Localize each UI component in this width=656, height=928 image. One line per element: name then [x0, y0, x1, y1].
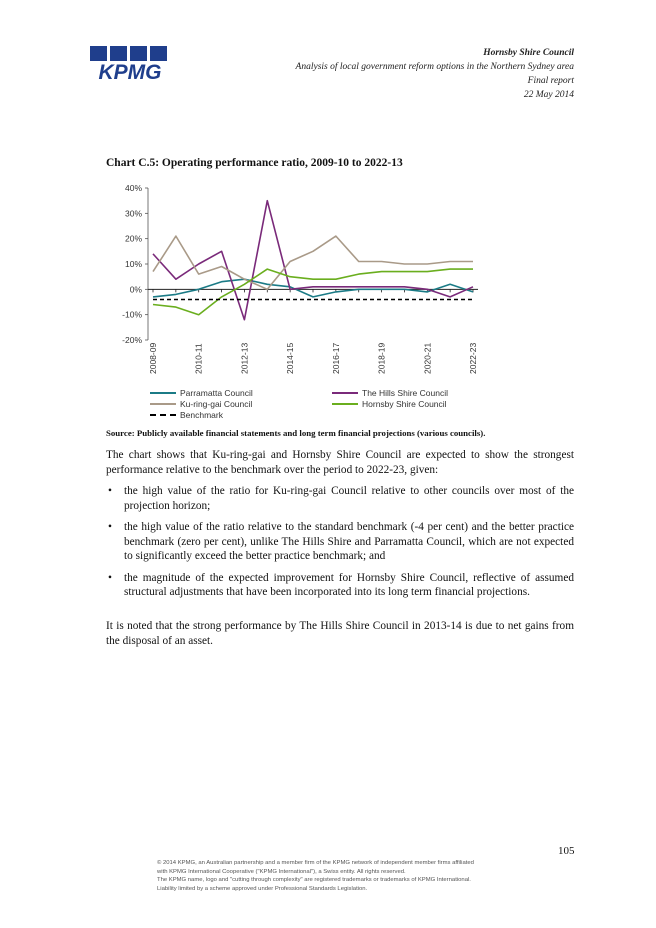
footer-line-copyright: © 2014 KPMG, an Australian partnership and a member firm of the KPMG network of independent member firms affiliated	[157, 860, 474, 866]
kpmg-logo	[88, 46, 172, 82]
chart-source-note: Source: Publicly available financial statements and long term financial projections (various councils).	[106, 428, 486, 438]
legend-label-hornsby: Hornsby Shire Council	[362, 399, 447, 409]
legend-label-benchmark: Benchmark	[180, 410, 223, 420]
footer-line-trademark: The KPMG name, logo and "cutting through complexity" are registered trademarks or trademarks of KPMG International.	[157, 877, 471, 883]
bullet-symbol: •	[108, 571, 112, 584]
bullet-text: the magnitude of the expected improvement for Hornsby Shire Council, reflective of assumed structural adjustments that have been incorporated into its long term financial projections.	[124, 571, 574, 598]
y-tick-label: -10%	[122, 309, 142, 320]
legend-item-ku-ring-gai	[150, 399, 252, 409]
legend-swatch-benchmark	[150, 414, 176, 416]
header-organisation: Hornsby Shire Council	[483, 48, 574, 58]
x-tick-label: 2022-23	[468, 342, 478, 374]
series-line-the-hills-shire-council	[153, 201, 473, 320]
header-document-title: Analysis of local government reform options in the Northern Sydney area	[295, 62, 574, 72]
legend-swatch-parramatta	[150, 392, 176, 394]
paragraph-note: It is noted that the strong performance by The Hills Shire Council in 2013-14 is due to net gains from the disposal of an asset.	[106, 620, 574, 647]
header-date: 22 May 2014	[523, 90, 574, 100]
y-tick-label: 40%	[124, 183, 142, 193]
legend-swatch-hornsby	[332, 403, 358, 405]
y-tick-label: 20%	[124, 233, 142, 244]
y-tick-label: -20%	[122, 335, 142, 345]
series-line-parramatta-council	[153, 279, 473, 297]
legend-swatch-ku-ring-gai	[150, 403, 176, 405]
bullet-item	[106, 571, 574, 600]
bullet-item	[106, 520, 574, 564]
page-header	[296, 46, 574, 102]
x-tick-label: 2008-09	[148, 342, 158, 374]
chart-title: Chart C.5: Operating performance ratio, 2009-10 to 2022-13	[106, 157, 403, 169]
legend-item-hornsby	[332, 399, 447, 409]
bullet-symbol: •	[108, 521, 112, 533]
bullet-list	[106, 484, 574, 607]
x-tick-label: 2010-11	[193, 343, 204, 374]
bullet-item	[106, 484, 574, 513]
paragraph-intro: The chart shows that Ku-ring-gai and Hornsby Shire Council are expected to show the strongest performance relative to the benchmark over the period to 2022-23, given:	[106, 449, 574, 476]
y-tick-label: 0%	[129, 284, 142, 295]
footer-line-affiliation: with KPMG International Cooperative ("KPMG International"), a Swiss entity. All rights reserved.	[157, 868, 406, 875]
bullet-text: the high value of the ratio relative to the standard benchmark (-4 per cent) and the better practice benchmark (zero per cent), unlike The Hills Shire and Parramatta Council, which are not expected to significantly exceed the better practice benchmark; and	[124, 521, 574, 562]
x-tick-label: 2016-17	[330, 342, 341, 374]
page-number: 105	[558, 845, 575, 857]
bullet-symbol: •	[108, 485, 112, 497]
legend-label-parramatta: Parramatta Council	[180, 388, 253, 398]
logo-text: KPMG	[98, 61, 162, 82]
legend-item-benchmark	[150, 410, 223, 420]
legend-label-the-hills: The Hills Shire Council	[362, 388, 448, 398]
x-tick-label: 2012-13	[239, 342, 250, 374]
legend-item-parramatta	[150, 388, 253, 398]
operating-performance-chart	[106, 180, 486, 385]
y-tick-label: 30%	[124, 208, 142, 219]
bullet-text: the high value of the ratio for Ku-ring-gai Council relative to other councils over most of the projection horizon;	[124, 485, 574, 512]
legend-item-the-hills	[332, 388, 448, 398]
footer-line-liability: Liability limited by a scheme approved under Professional Standards Legislation.	[157, 885, 368, 892]
legend-swatch-the-hills	[332, 392, 358, 394]
page-footer	[157, 859, 537, 893]
header-report-type: Final report	[527, 76, 574, 86]
x-tick-label: 2018-19	[376, 342, 387, 374]
legend-label-ku-ring-gai: Ku-ring-gai Council	[180, 399, 253, 409]
y-tick-label: 10%	[124, 259, 142, 269]
x-tick-label: 2020-21	[422, 342, 433, 374]
x-tick-label: 2014-15	[285, 342, 296, 374]
